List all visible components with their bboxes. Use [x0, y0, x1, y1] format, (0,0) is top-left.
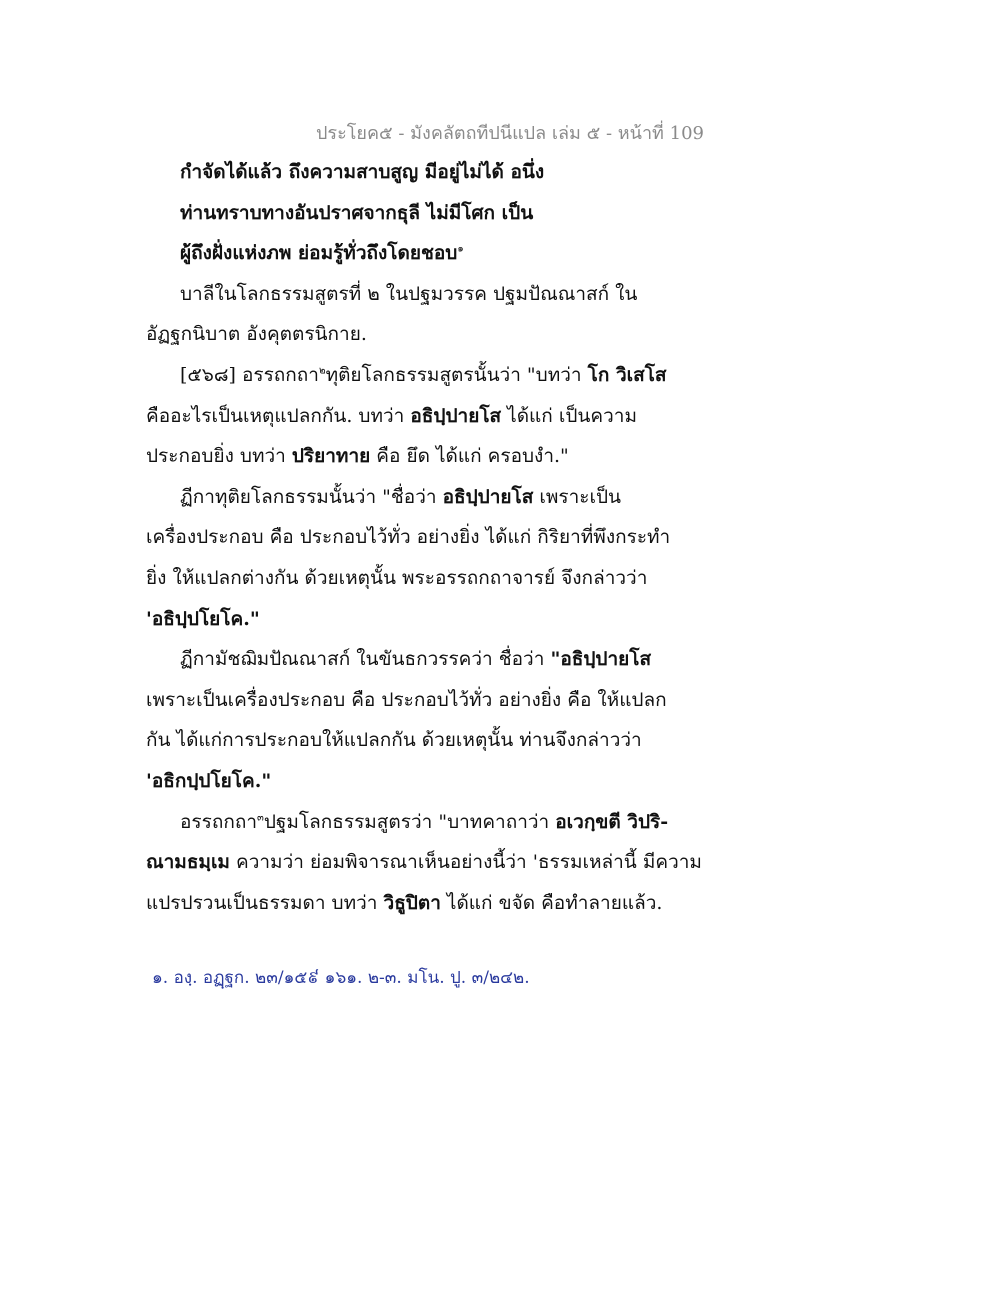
text-span: ได้แก่ ขจัด คือทำลายแล้ว. [440, 891, 663, 914]
paragraph-4-line-3: กัน ได้แก่การประกอบให้แปลกกัน ด้วยเหตุนั้น ท่านจึงกล่าวว่า [146, 729, 642, 752]
text-span: อรรถกถา [180, 810, 258, 833]
paragraph-4-line-1 [146, 639, 706, 680]
paragraph-1-line-1: บาลีในโลกธรรมสูตรที่ ๒ ในปฐมวรรค ปฐมปัณณาสก์ ใน [180, 282, 638, 305]
bold-term: โก วิเสโส [587, 363, 667, 386]
text-span: เพราะเป็น [533, 485, 622, 508]
text-span: [๕๖๘] อรรถกถา [180, 363, 319, 386]
text-span: ฏีกาทุติยโลกธรรมนั้นว่า "ชื่อว่า [180, 485, 443, 508]
footnote-mark: ๒ [318, 365, 326, 377]
text-span: ฏีกามัชฌิมปัณณาสก์ ในขันธกวรรคว่า ชื่อว่า [180, 648, 551, 671]
footnote-mark: ๑ [457, 243, 464, 255]
paragraph-2-line-2 [146, 396, 706, 437]
text-span: แปรปรวนเป็นธรรมดา บทว่า [146, 891, 384, 914]
paragraph-2-line-1 [146, 355, 706, 396]
bold-term: ณามธมฺเม [146, 851, 230, 874]
bold-term: "อธิปฺปายโส [550, 648, 652, 671]
paragraph-5-line-2 [146, 842, 706, 883]
body-text [146, 152, 706, 923]
text-span: ประกอบยิ่ง บทว่า [146, 445, 292, 468]
paragraph-3-line-2: เครื่องประกอบ คือ ประกอบไว้ทั่ว อย่างยิ่ง ได้แก่ กิริยาที่พึงกระทำ [146, 526, 671, 549]
footnote: ๑. องฺ. อฏฺฐก. ๒๓/๑๕៩ ๑๖๑. ๒-๓. มโน. ปู. ๓/๒๔๒. [152, 968, 530, 988]
bold-term: อเวกฺขตี วิปริ- [555, 810, 669, 833]
paragraph-5-line-1 [146, 802, 706, 843]
page-header: ประโยค๕ - มังคลัตถทีปนีแปล เล่ม ๕ - หน้าที่ 109 [316, 123, 704, 144]
bold-term: ปริยาทาย [291, 445, 371, 468]
verse-line-2: ท่านทราบทางอันปราศจากธุลี ไม่มีโศก เป็น [180, 201, 534, 224]
paragraph-4-line-2: เพราะเป็นเครื่องประกอบ คือ ประกอบไว้ทั่ว อย่างยิ่ง คือ ให้แปลก [146, 688, 667, 711]
text-span: ปฐมโลกธรรมสูตรว่า "บาทคาถาว่า [263, 810, 556, 833]
verse-line-3-text: ผู้ถึงฝั่งแห่งภพ ย่อมรู้ทั่วถึงโดยชอบ [180, 242, 458, 265]
bold-term: วิธูปิตา [383, 891, 441, 914]
paragraph-3-line-4: 'อธิปฺปโยโค." [146, 607, 260, 630]
text-span: คืออะไรเป็นเหตุแปลกกัน. บทว่า [146, 404, 411, 427]
text-span: ทุติยโลกธรรมสูตรนั้นว่า "บทว่า [325, 363, 588, 386]
footnote-mark: ๓ [257, 812, 264, 824]
paragraph-2-line-3 [146, 436, 706, 477]
bold-term: อธิปฺปายโส [410, 404, 502, 427]
paragraph-1-line-2: อัฏฐกนิบาต อังคุตตรนิกาย. [146, 323, 367, 346]
paragraph-4-line-4: 'อธิกปฺปโยโค." [146, 769, 272, 792]
text-span: ได้แก่ เป็นความ [501, 404, 637, 427]
text-span: ความว่า ย่อมพิจารณาเห็นอย่างนี้ว่า 'ธรรมเหล่านี้ มีความ [229, 851, 702, 874]
paragraph-3-line-3: ยิ่ง ให้แปลกต่างกัน ด้วยเหตุนั้น พระอรรถกถาจารย์ จึงกล่าวว่า [146, 566, 648, 589]
paragraph-3-line-1 [146, 477, 706, 518]
text-span: คือ ยึด ได้แก่ ครอบงำ." [370, 445, 569, 468]
paragraph-5-line-3 [146, 883, 706, 924]
bold-term: อธิปฺปายโส [442, 485, 534, 508]
verse-line-3 [146, 233, 706, 274]
verse-line-1: กำจัดได้แล้ว ถึงความสาบสูญ มีอยู่ไม่ได้ อนึ่ง [180, 161, 545, 183]
